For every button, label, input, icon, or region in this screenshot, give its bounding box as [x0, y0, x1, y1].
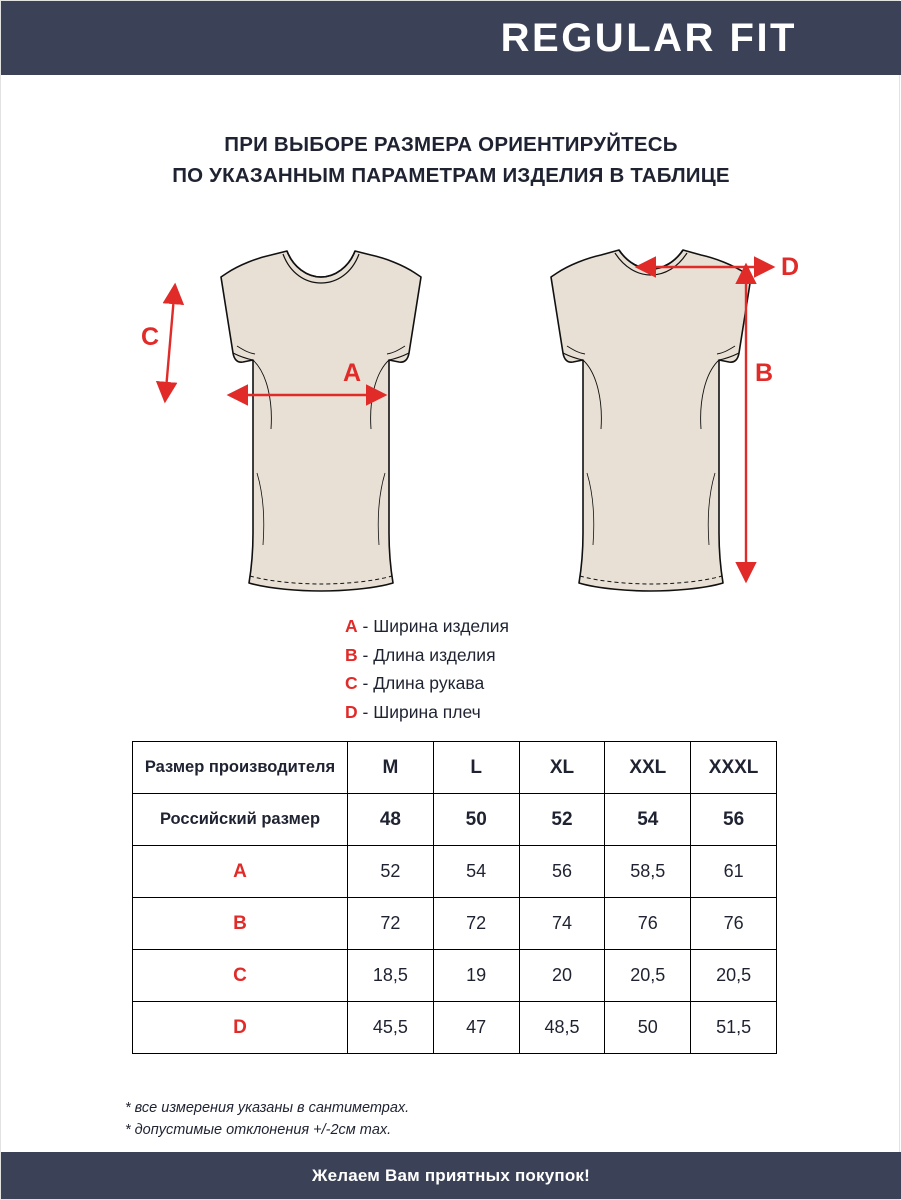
- table-row-russian: [133, 794, 777, 846]
- cell-manufacturer-2: XL: [519, 742, 605, 794]
- cell-d-0: 45,5: [348, 1002, 434, 1054]
- legend-item-b: [345, 641, 765, 670]
- cell-d-1: 47: [433, 1002, 519, 1054]
- legend-text-c: - Длина рукава: [362, 673, 485, 693]
- marker-c-label: C: [141, 323, 160, 351]
- cell-d-4: 51,5: [691, 1002, 777, 1054]
- cell-c-3: 20,5: [605, 950, 691, 1002]
- legend-text-a: - Ширина изделия: [362, 616, 510, 636]
- note-line-2: * допустимые отклонения +/-2см max.: [125, 1122, 392, 1138]
- table-row-d: [133, 1002, 777, 1054]
- subtitle: [1, 129, 901, 191]
- subtitle-line-1: ПРИ ВЫБОРЕ РАЗМЕРА ОРИЕНТИРУЙТЕСЬ: [224, 133, 678, 156]
- marker-a-label: A: [343, 359, 362, 387]
- table-row-b: [133, 898, 777, 950]
- legend-item-c: [345, 669, 765, 698]
- cell-a-1: 54: [433, 846, 519, 898]
- cell-russian-4: 56: [691, 794, 777, 846]
- tshirt-illustration: [121, 233, 800, 603]
- footer-text: Желаем Вам приятных покупок!: [312, 1165, 590, 1185]
- measure-arrow-c: [165, 285, 175, 401]
- tshirt-back-view: [551, 250, 751, 591]
- table-row-a: [133, 846, 777, 898]
- cell-manufacturer-0: M: [348, 742, 434, 794]
- table-row-c: [133, 950, 777, 1002]
- legend-key-a: A: [345, 616, 358, 636]
- size-table: [132, 741, 777, 1054]
- tshirt-front-view: [221, 251, 421, 591]
- cell-b-4: 76: [691, 898, 777, 950]
- page-title: REGULAR FIT: [500, 16, 797, 60]
- cell-b-2: 74: [519, 898, 605, 950]
- cell-russian-1: 50: [433, 794, 519, 846]
- cell-b-3: 76: [605, 898, 691, 950]
- legend-text-d: - Ширина плеч: [362, 701, 481, 722]
- cell-russian-2: 52: [519, 794, 605, 846]
- header-bar: [1, 1, 901, 75]
- legend-item-d: [345, 698, 765, 727]
- cell-d-3: 50: [605, 1002, 691, 1054]
- marker-b-label: B: [755, 359, 774, 387]
- row-label-a: A: [133, 846, 348, 898]
- legend-key-c: C: [345, 673, 358, 693]
- cell-a-3: 58,5: [605, 846, 691, 898]
- cell-russian-0: 48: [348, 794, 434, 846]
- table-row-manufacturer: [133, 742, 777, 794]
- cell-d-2: 48,5: [519, 1002, 605, 1054]
- legend: [345, 612, 765, 726]
- row-label-d: D: [133, 1002, 348, 1054]
- note-line-1: * все измерения указаны в сантиметрах.: [125, 1100, 410, 1116]
- cell-a-0: 52: [348, 846, 434, 898]
- legend-key-b: B: [345, 644, 358, 665]
- cell-c-4: 20,5: [691, 950, 777, 1002]
- cell-manufacturer-4: XXXL: [691, 742, 777, 794]
- cell-c-2: 20: [519, 950, 605, 1002]
- marker-d-label: D: [781, 253, 800, 281]
- cell-russian-3: 54: [605, 794, 691, 846]
- footer-bar: [1, 1152, 901, 1199]
- notes: [125, 1097, 409, 1141]
- row-label-b: B: [133, 898, 348, 950]
- cell-b-1: 72: [433, 898, 519, 950]
- legend-key-d: D: [345, 701, 358, 722]
- cell-manufacturer-3: XXL: [605, 742, 691, 794]
- cell-b-0: 72: [348, 898, 434, 950]
- cell-a-4: 61: [691, 846, 777, 898]
- row-label-russian: Российский размер: [133, 794, 348, 846]
- cell-a-2: 56: [519, 846, 605, 898]
- row-label-c: C: [133, 950, 348, 1002]
- legend-item-a: [345, 612, 765, 641]
- legend-text-b: - Длина изделия: [362, 644, 496, 665]
- subtitle-line-2: ПО УКАЗАННЫМ ПАРАМЕТРАМ ИЗДЕЛИЯ В ТАБЛИЦЕ: [172, 164, 730, 187]
- row-label-manufacturer: Размер производителя: [133, 742, 348, 794]
- cell-c-1: 19: [433, 950, 519, 1002]
- cell-c-0: 18,5: [348, 950, 434, 1002]
- cell-manufacturer-1: L: [433, 742, 519, 794]
